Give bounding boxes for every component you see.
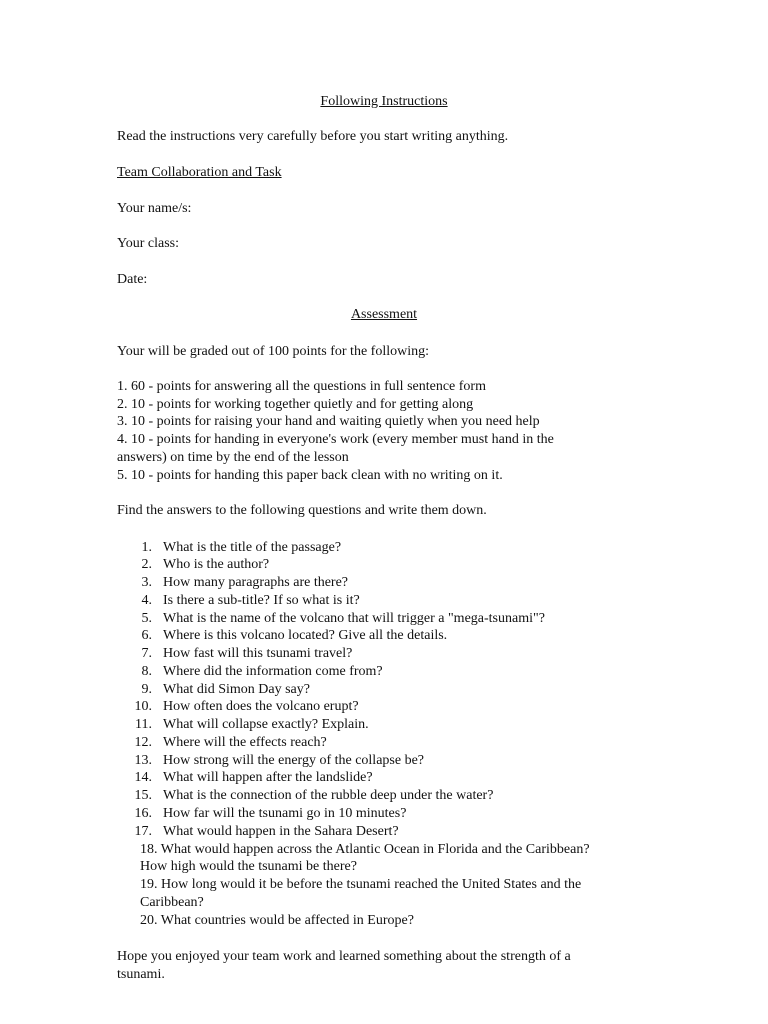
assessment-item-continued: answers) on time by the end of the lesson xyxy=(117,450,349,465)
question-text: How strong will the energy of the collapse be? xyxy=(163,753,425,768)
question-text: What is the connection of the rubble deep under the water? xyxy=(163,788,494,803)
question-number: 1. xyxy=(141,540,152,555)
question-number: 6. xyxy=(141,628,152,643)
assessment-lead: Your will be graded out of 100 points for the following: xyxy=(117,344,429,359)
closing-text-continued: tsunami. xyxy=(117,967,165,982)
question-text: Is there a sub-title? If so what is it? xyxy=(163,593,360,608)
question-text: What will happen after the landslide? xyxy=(163,770,373,785)
questions-lead: Find the answers to the following questions and write them down. xyxy=(117,503,487,518)
question-number: 5. xyxy=(141,611,152,626)
question-number: 9. xyxy=(141,682,152,697)
question-number: 16. xyxy=(134,806,152,821)
question-text: How fast will this tsunami travel? xyxy=(163,646,353,661)
question-number: 17. xyxy=(134,824,152,839)
question-number: 4. xyxy=(141,593,152,608)
assessment-heading: Assessment xyxy=(350,307,418,322)
assessment-item: 5. 10 - points for handing this paper back clean with no writing on it. xyxy=(117,468,503,483)
question-number: 14. xyxy=(134,770,152,785)
question-text: What is the name of the volcano that will trigger a "mega-tsunami"? xyxy=(163,611,545,626)
question-text: Who is the author? xyxy=(163,557,270,572)
question-number: 12. xyxy=(134,735,152,750)
question-text: Where is this volcano located? Give all the details. xyxy=(163,628,448,643)
intro-text: Read the instructions very carefully before you start writing anything. xyxy=(117,129,509,144)
question-text: Caribbean? xyxy=(140,895,204,910)
names-field-label: Your name/s: xyxy=(117,201,192,216)
question-number: 10. xyxy=(134,699,152,714)
question-text: What is the title of the passage? xyxy=(163,540,342,555)
page-title: Following Instructions xyxy=(320,94,448,109)
closing-text: Hope you enjoyed your team work and learned something about the strength of a xyxy=(117,949,571,964)
question-number: 15. xyxy=(134,788,152,803)
question-number: 2. xyxy=(141,557,152,572)
question-number: 3. xyxy=(141,575,152,590)
assessment-item: 3. 10 - points for raising your hand and waiting quietly when you need help xyxy=(117,414,540,429)
question-number: 13. xyxy=(134,753,152,768)
team-section-heading: Team Collaboration and Task xyxy=(117,165,282,180)
question-text: 18. What would happen across the Atlantic Ocean in Florida and the Caribbean? xyxy=(140,842,590,857)
date-field-label: Date: xyxy=(117,272,148,287)
question-text: How high would the tsunami be there? xyxy=(140,859,357,874)
assessment-item: 2. 10 - points for working together quietly and for getting along xyxy=(117,397,474,412)
question-text: What will collapse exactly? Explain. xyxy=(163,717,369,732)
question-text: 19. How long would it be before the tsunami reached the United States and the xyxy=(140,877,582,892)
assessment-item: 4. 10 - points for handing in everyone's work (every member must hand in the xyxy=(117,432,554,447)
question-text: How often does the volcano erupt? xyxy=(163,699,359,714)
question-number: 11. xyxy=(135,717,152,732)
question-text: How far will the tsunami go in 10 minutes? xyxy=(163,806,407,821)
question-text: What did Simon Day say? xyxy=(163,682,310,697)
question-number: 7. xyxy=(141,646,152,661)
question-text: How many paragraphs are there? xyxy=(163,575,349,590)
question-number: 8. xyxy=(141,664,152,679)
assessment-item: 1. 60 - points for answering all the questions in full sentence form xyxy=(117,379,486,394)
class-field-label: Your class: xyxy=(117,236,179,251)
question-text: Where did the information come from? xyxy=(163,664,383,679)
question-text: What would happen in the Sahara Desert? xyxy=(163,824,399,839)
question-text: Where will the effects reach? xyxy=(163,735,327,750)
question-text: 20. What countries would be affected in Europe? xyxy=(140,913,414,928)
